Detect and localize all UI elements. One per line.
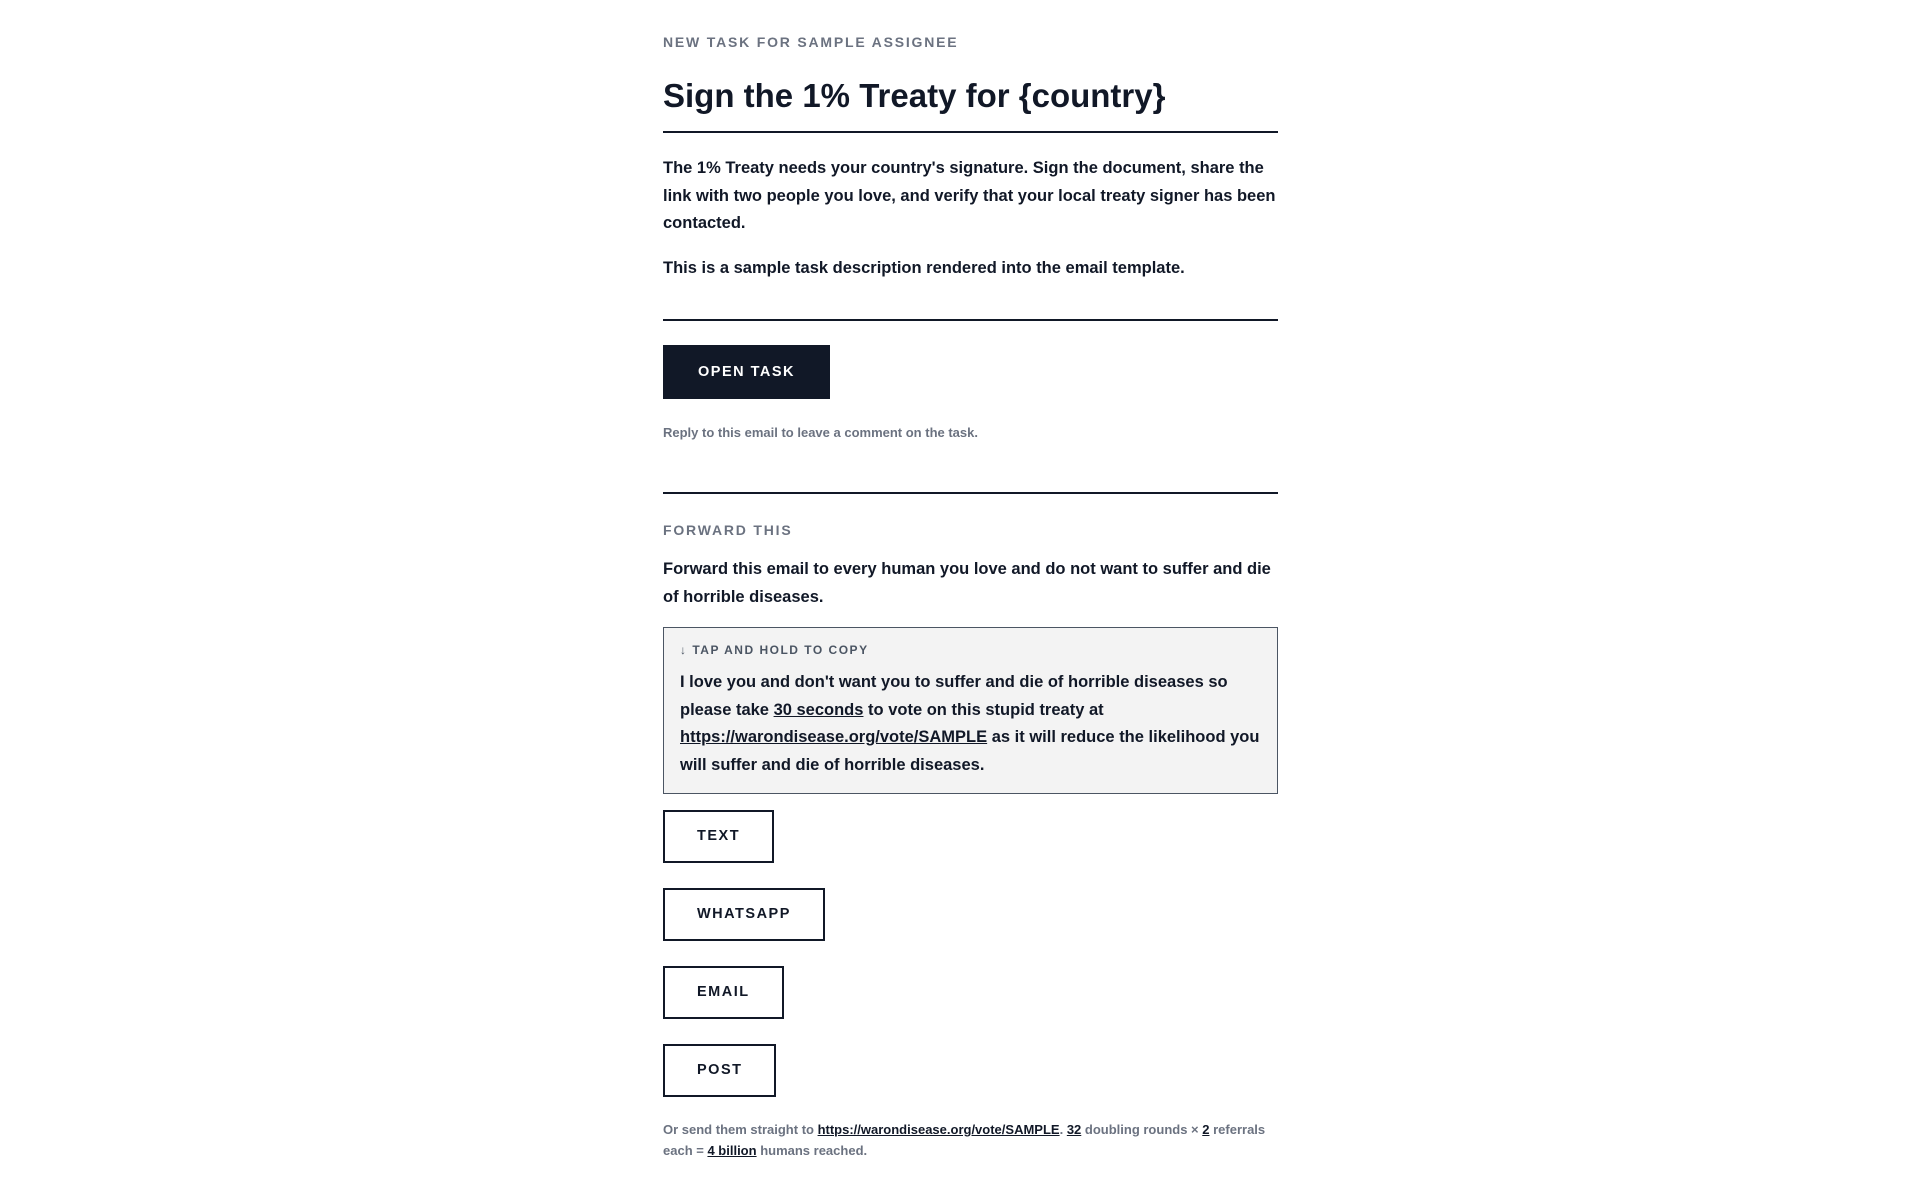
footer-text: humans reached. [756, 1143, 868, 1158]
divider [663, 319, 1278, 321]
footer-text: . [1059, 1122, 1067, 1137]
share-post-button[interactable]: POST [663, 1044, 776, 1097]
share-email-button[interactable]: EMAIL [663, 966, 784, 1019]
footer-text: Or send them straight to [663, 1122, 818, 1137]
vote-link[interactable]: https://warondisease.org/vote/SAMPLE [680, 728, 988, 746]
share-text-button[interactable]: TEXT [663, 810, 774, 863]
referrals-link[interactable]: 2 [1202, 1122, 1210, 1137]
share-whatsapp-button[interactable]: WHATSAPP [663, 888, 825, 941]
page-title: Sign the 1% Treaty for {country} [663, 77, 1166, 114]
reach-link[interactable]: 4 billion [707, 1143, 757, 1158]
copy-text-part: as it will reduce the likelihood you will suffer and die of horrible diseases. [680, 728, 1260, 774]
reply-note: Reply to this email to leave a comment on the task. [663, 425, 978, 440]
task-description: This is a sample task description rendered into the email template. [663, 258, 1185, 277]
forward-eyebrow: FORWARD THIS [663, 522, 793, 538]
task-summary: The 1% Treaty needs your country's signature. Sign the document, share the link with two people you love, and verify that your local treaty signer has been contacted. [663, 159, 1276, 232]
footer-text: referrals each = [663, 1122, 1266, 1158]
copy-message-box[interactable] [663, 627, 1278, 794]
footer-text: doubling rounds × [1081, 1122, 1203, 1137]
divider [663, 131, 1278, 133]
copy-message-text[interactable] [680, 669, 1261, 779]
forward-intro: Forward this email to every human you love and do not want to suffer and die of horrible diseases. [663, 560, 1271, 606]
copy-text-part: to vote on this stupid treaty at [863, 700, 1104, 719]
email-content [663, 0, 1278, 1161]
footer-vote-link[interactable]: https://warondisease.org/vote/SAMPLE [817, 1122, 1060, 1137]
task-eyebrow: NEW TASK FOR SAMPLE ASSIGNEE [663, 34, 959, 50]
rounds-link[interactable]: 32 [1066, 1122, 1082, 1137]
share-buttons [663, 810, 1278, 1097]
copy-text-part: I love you and don't want you to suffer and die of horrible diseases so please take [680, 673, 1228, 719]
copy-hint: ↓ TAP AND HOLD TO COPY [680, 643, 869, 657]
divider [663, 492, 1278, 494]
open-task-button[interactable]: OPEN TASK [663, 345, 830, 399]
seconds-link[interactable]: 30 seconds [773, 700, 864, 719]
footer-note [663, 1119, 1278, 1161]
